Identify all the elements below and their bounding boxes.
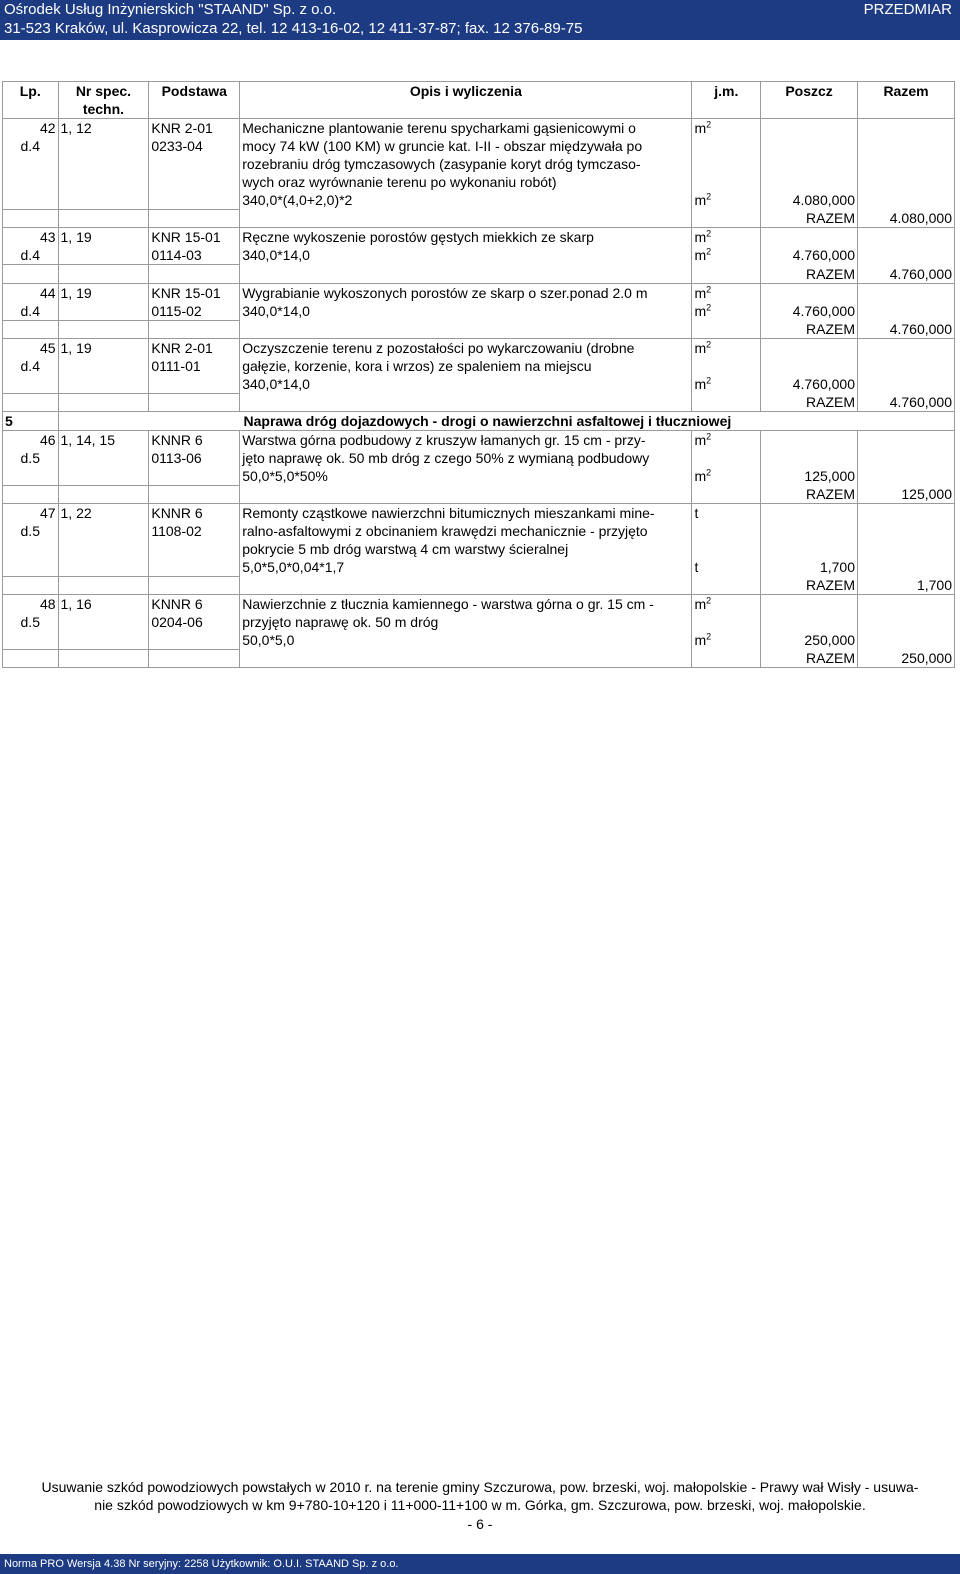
calc-value: 125,000: [804, 468, 856, 484]
calc-value: 4.760,000: [792, 376, 856, 392]
item-unit: $m^2$ $m^2$: [692, 228, 761, 265]
item-base: KNNR 6 0113-06: [149, 431, 240, 486]
table-row: [3, 339, 955, 394]
item-total-empty: [858, 431, 955, 486]
desc-line: mocy 74 kW (100 KM) w gruncie kat. I-II - obszar międzywała po: [242, 138, 643, 154]
cost-table: [2, 81, 955, 668]
item-calc: 50,0*5,0: [242, 632, 295, 648]
item-lp: 47 d.5: [3, 504, 59, 577]
table-row: [3, 228, 955, 265]
col-desc-header: Opis i wyliczenia: [240, 82, 692, 119]
razem-row: [3, 485, 955, 504]
company-address: 31-523 Kraków, ul. Kasprowicza 22, tel. 12 413-16-02, 12 411-37-87; fax. 12 376-89-75: [4, 20, 583, 37]
calc-value: 4.760,000: [792, 247, 856, 263]
item-spec: 1, 16: [58, 595, 149, 650]
item-each: [761, 431, 858, 486]
section-title: Naprawa dróg dojazdowych - drogi o nawierzchni asfaltowej i tłuczniowej: [58, 412, 954, 431]
item-calc: 50,0*5,0*50%: [242, 468, 328, 484]
item-calc: 340,0*(4,0+2,0)*2: [242, 192, 353, 208]
item-lp: 43 d.4: [3, 228, 59, 265]
col-each-header: Poszcz: [761, 82, 858, 119]
table-row: [3, 283, 955, 320]
item-unit: $m^2$ $m^2$: [692, 595, 761, 650]
item-spec: 1, 22: [58, 504, 149, 577]
calc-unit: $m^2$: [694, 631, 712, 648]
item-each: [761, 119, 858, 210]
page-number: - 6 -: [467, 1516, 493, 1532]
item-description: [240, 504, 692, 577]
item-total-empty: [858, 228, 955, 265]
item-unit: t t: [692, 504, 761, 577]
razem-value: 1,700: [858, 576, 955, 595]
desc-line: rozebraniu dróg tymczasowych (zasypanie koryt dróg tymczaso-: [242, 156, 641, 172]
razem-label: RAZEM: [761, 320, 858, 339]
item-calc: 340,0*14,0: [242, 302, 310, 319]
section-number: 5: [3, 412, 59, 431]
desc-line: pokrycie 5 mb dróg warstwą 4 cm warstwy ścieralnej: [242, 541, 569, 557]
item-base: KNR 2-01 0233-04: [149, 119, 240, 210]
col-total-header: Razem: [858, 82, 955, 119]
razem-label: RAZEM: [761, 209, 858, 228]
item-base: KNR 15-01 0115-02: [149, 283, 240, 320]
item-base: KNNR 6 0204-06: [149, 595, 240, 650]
razem-value: 250,000: [858, 649, 955, 668]
calc-unit: $m^2$: [694, 375, 712, 392]
table-row: [3, 504, 955, 577]
desc-line: Wygrabianie wykoszonych porostów ze skarp o szer.ponad 2.0 m: [242, 284, 648, 301]
desc-line: ralno-asfaltowymi z obcinaniem krawędzi mechanicznie - przyjęto: [242, 523, 648, 539]
item-spec: 1, 19: [58, 283, 149, 320]
company-name: Ośrodek Usług Inżynierskich "STAAND" Sp. z o.o.: [4, 1, 337, 18]
item-calc: 340,0*14,0: [242, 376, 310, 392]
program-info: Norma PRO Wersja 4.38 Nr seryjny: 2258 Użytkownik: O.U.I. STAAND Sp. z o.o.: [0, 1554, 960, 1574]
item-description: [240, 119, 692, 210]
razem-label: RAZEM: [761, 649, 858, 668]
item-each: [761, 595, 858, 650]
desc-line: Remonty cząstkowe nawierzchni bitumicznych mieszankami mine-: [242, 505, 655, 521]
footer-line-2: nie szkód powodziowych w km 9+780-10+120 i 11+000-11+100 w m. Górka, gm. Szczurowa, pow. brzeski, woj. małopolskie.: [94, 1497, 866, 1513]
calc-unit: $m^2$: [694, 246, 712, 263]
item-description: [240, 283, 692, 320]
razem-value: 125,000: [858, 485, 955, 504]
razem-value: 4.760,000: [858, 265, 955, 284]
razem-row: [3, 393, 955, 412]
desc-line: Warstwa górna podbudowy z kruszyw łamanych gr. 15 cm - przy-: [242, 432, 646, 448]
item-total-empty: [858, 504, 955, 577]
item-calc: 5,0*5,0*0,04*1,7: [242, 559, 345, 575]
item-each: [761, 339, 858, 394]
table-row: [3, 595, 955, 650]
item-description: [240, 339, 692, 394]
item-total-empty: [858, 339, 955, 394]
calc-unit: $m^2$: [694, 191, 712, 208]
razem-value: 4.080,000: [858, 209, 955, 228]
calc-value: 250,000: [804, 632, 856, 648]
desc-line: przyjęto naprawę ok. 50 m dróg: [242, 614, 439, 630]
razem-row: [3, 576, 955, 595]
item-total-empty: [858, 595, 955, 650]
table-row: [3, 431, 955, 486]
item-base: KNR 15-01 0114-03: [149, 228, 240, 265]
page-header: [0, 0, 960, 40]
item-unit: $m^2$ $m^2$: [692, 339, 761, 394]
item-base: KNR 2-01 0111-01: [149, 339, 240, 394]
item-each: [761, 504, 858, 577]
col-spec-header: Nr spec. techn.: [58, 82, 149, 119]
calc-value: 4.760,000: [792, 302, 856, 319]
item-each: [761, 228, 858, 265]
item-description: [240, 595, 692, 650]
section-row: [3, 412, 955, 431]
item-description: [240, 431, 692, 486]
col-base-header: Podstawa: [149, 82, 240, 119]
table-header-row: [3, 82, 955, 119]
item-lp: 45 d.4: [3, 339, 59, 394]
desc-line: Mechaniczne plantowanie terenu spycharkami gąsienicowymi o: [242, 120, 636, 136]
calc-unit: $m^2$: [694, 301, 712, 319]
item-spec: 1, 19: [58, 339, 149, 394]
item-spec: 1, 19: [58, 228, 149, 265]
desc-line: Oczyszczenie terenu z pozostałości po wykarczowaniu (drobne: [242, 340, 635, 356]
item-lp: 42 d.4: [3, 119, 59, 210]
razem-value: 4.760,000: [858, 320, 955, 339]
item-calc: 340,0*14,0: [242, 247, 310, 263]
col-unit-header: j.m.: [692, 82, 761, 119]
desc-line: wych oraz wyrównanie terenu po wykonaniu robót): [242, 174, 557, 190]
item-base: KNNR 6 1108-02: [149, 504, 240, 577]
calc-unit: $m^2$: [694, 467, 712, 484]
desc-line: jęto naprawę ok. 50 mb dróg z czego 50% z wymianą podbudowy: [242, 450, 650, 466]
item-each: [761, 283, 858, 320]
item-total-empty: [858, 283, 955, 320]
calc-unit: t: [694, 559, 699, 575]
item-spec: 1, 12: [58, 119, 149, 210]
item-total-empty: [858, 119, 955, 210]
footer-line-1: Usuwanie szkód powodziowych powstałych w 2010 r. na terenie gminy Szczurowa, pow. brzeski, woj. małopolskie - Prawy wał Wisły - usuwa-: [41, 1479, 919, 1495]
item-unit: $m^2$ $m^2$: [692, 283, 761, 320]
item-description: [240, 228, 692, 265]
desc-line: Ręczne wykoszenie porostów gęstych miekkich ze skarp: [242, 229, 594, 245]
razem-row: [3, 209, 955, 228]
item-lp: 48 d.5: [3, 595, 59, 650]
item-lp: 46 d.5: [3, 431, 59, 486]
table-row: [3, 119, 955, 210]
razem-row: [3, 265, 955, 284]
calc-value: 1,700: [819, 559, 856, 575]
item-spec: 1, 14, 15: [58, 431, 149, 486]
razem-label: RAZEM: [761, 485, 858, 504]
desc-line: gałęzie, korzenie, kora i wrzos) ze spaleniem na miejscu: [242, 358, 592, 374]
item-unit: $m^2$ $m^2$: [692, 119, 761, 210]
item-lp: 44 d.4: [3, 283, 59, 320]
razem-row: [3, 320, 955, 339]
document-type: PRZEDMIAR: [863, 1, 952, 18]
razem-label: RAZEM: [761, 265, 858, 284]
razem-label: RAZEM: [761, 576, 858, 595]
col-lp-header: Lp.: [3, 82, 59, 119]
desc-line: Nawierzchnie z tłucznia kamiennego - warstwa górna o gr. 15 cm -: [242, 596, 654, 612]
razem-row: [3, 649, 955, 668]
calc-value: 4.080,000: [792, 192, 856, 208]
razem-label: RAZEM: [761, 393, 858, 412]
item-unit: $m^2$ $m^2$: [692, 431, 761, 486]
razem-value: 4.760,000: [858, 393, 955, 412]
